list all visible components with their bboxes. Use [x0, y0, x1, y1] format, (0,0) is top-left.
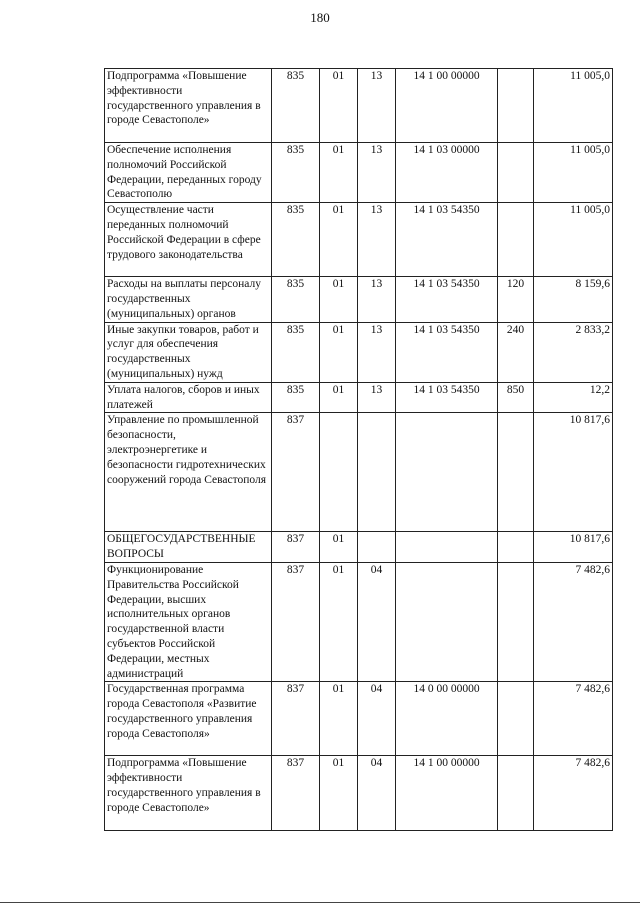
row-ved: 835 — [272, 382, 320, 413]
table-row — [105, 143, 613, 203]
row-csr — [396, 562, 498, 681]
row-sum: 11 005,0 — [534, 143, 613, 203]
row-name: Подпрограмма «Повышение эффективности государственного управления в городе Севастополе» — [105, 69, 272, 143]
row-sum: 10 817,6 — [534, 413, 613, 532]
row-pr: 13 — [358, 69, 396, 143]
table-row — [105, 322, 613, 382]
row-rz: 01 — [320, 756, 358, 831]
row-vr — [498, 143, 534, 203]
row-csr: 14 1 00 00000 — [396, 69, 498, 143]
row-vr — [498, 413, 534, 532]
row-pr: 13 — [358, 382, 396, 413]
row-rz: 01 — [320, 382, 358, 413]
row-rz: 01 — [320, 322, 358, 382]
row-pr: 04 — [358, 756, 396, 831]
row-rz: 01 — [320, 277, 358, 322]
row-sum: 8 159,6 — [534, 277, 613, 322]
row-vr — [498, 69, 534, 143]
table-row — [105, 682, 613, 756]
row-rz: 01 — [320, 562, 358, 681]
row-ved: 835 — [272, 143, 320, 203]
row-name: Расходы на выплаты персоналу государственных (муниципальных) органов — [105, 277, 272, 322]
table-row — [105, 562, 613, 681]
budget-table-body — [105, 69, 613, 831]
row-ved: 835 — [272, 69, 320, 143]
row-sum: 11 005,0 — [534, 69, 613, 143]
row-pr — [358, 532, 396, 563]
table-row — [105, 382, 613, 413]
page-bottom-divider — [0, 902, 640, 903]
row-csr: 14 1 03 54350 — [396, 203, 498, 277]
row-ved: 837 — [272, 532, 320, 563]
table-row — [105, 203, 613, 277]
row-name: Подпрограмма «Повышение эффективности государственного управления в городе Севастополе» — [105, 756, 272, 831]
row-ved: 837 — [272, 682, 320, 756]
row-vr — [498, 682, 534, 756]
row-ved: 837 — [272, 413, 320, 532]
table-row — [105, 756, 613, 831]
row-vr: 120 — [498, 277, 534, 322]
row-pr: 04 — [358, 682, 396, 756]
row-sum: 10 817,6 — [534, 532, 613, 563]
row-sum: 7 482,6 — [534, 562, 613, 681]
table-row — [105, 532, 613, 563]
row-ved: 835 — [272, 203, 320, 277]
row-name: Государственная программа города Севастополя «Развитие государственного управления города Севастополя» — [105, 682, 272, 756]
row-name: Уплата налогов, сборов и иных платежей — [105, 382, 272, 413]
row-sum: 2 833,2 — [534, 322, 613, 382]
row-pr: 04 — [358, 562, 396, 681]
table-row — [105, 277, 613, 322]
row-ved: 837 — [272, 756, 320, 831]
row-sum: 11 005,0 — [534, 203, 613, 277]
row-rz: 01 — [320, 203, 358, 277]
row-csr: 14 1 03 54350 — [396, 277, 498, 322]
row-sum: 12,2 — [534, 382, 613, 413]
row-csr: 14 1 00 00000 — [396, 756, 498, 831]
row-pr — [358, 413, 396, 532]
row-name: Осуществление части переданных полномочий Российской Федерации в сфере трудового законодательства — [105, 203, 272, 277]
row-vr — [498, 756, 534, 831]
row-csr: 14 1 03 54350 — [396, 322, 498, 382]
row-csr — [396, 413, 498, 532]
row-name: Иные закупки товаров, работ и услуг для обеспечения государственных (муниципальных) нужд — [105, 322, 272, 382]
row-vr — [498, 203, 534, 277]
page-number: 180 — [310, 10, 330, 25]
row-name: Обеспечение исполнения полномочий Российской Федерации, переданных городу Севастополю — [105, 143, 272, 203]
row-name: Функционирование Правительства Российской Федерации, высших исполнительных органов государственной власти субъектов Российской Федерации, местных администраций — [105, 562, 272, 681]
row-rz — [320, 413, 358, 532]
budget-table — [104, 68, 613, 831]
row-rz: 01 — [320, 532, 358, 563]
row-pr: 13 — [358, 277, 396, 322]
row-ved: 835 — [272, 322, 320, 382]
row-name: ОБЩЕГОСУДАРСТВЕННЫЕ ВОПРОСЫ — [105, 532, 272, 563]
row-sum: 7 482,6 — [534, 756, 613, 831]
row-pr: 13 — [358, 322, 396, 382]
table-row — [105, 69, 613, 143]
row-csr: 14 1 03 54350 — [396, 382, 498, 413]
row-sum: 7 482,6 — [534, 682, 613, 756]
row-vr: 850 — [498, 382, 534, 413]
row-rz: 01 — [320, 143, 358, 203]
row-vr: 240 — [498, 322, 534, 382]
row-ved: 835 — [272, 277, 320, 322]
row-pr: 13 — [358, 143, 396, 203]
row-csr: 14 0 00 00000 — [396, 682, 498, 756]
row-pr: 13 — [358, 203, 396, 277]
row-rz: 01 — [320, 682, 358, 756]
row-csr — [396, 532, 498, 563]
row-rz: 01 — [320, 69, 358, 143]
row-ved: 837 — [272, 562, 320, 681]
row-vr — [498, 562, 534, 681]
row-vr — [498, 532, 534, 563]
table-row — [105, 413, 613, 532]
row-csr: 14 1 03 00000 — [396, 143, 498, 203]
row-name: Управление по промышленной безопасности, электроэнергетике и безопасности гидротехнических сооружений города Севастополя — [105, 413, 272, 532]
